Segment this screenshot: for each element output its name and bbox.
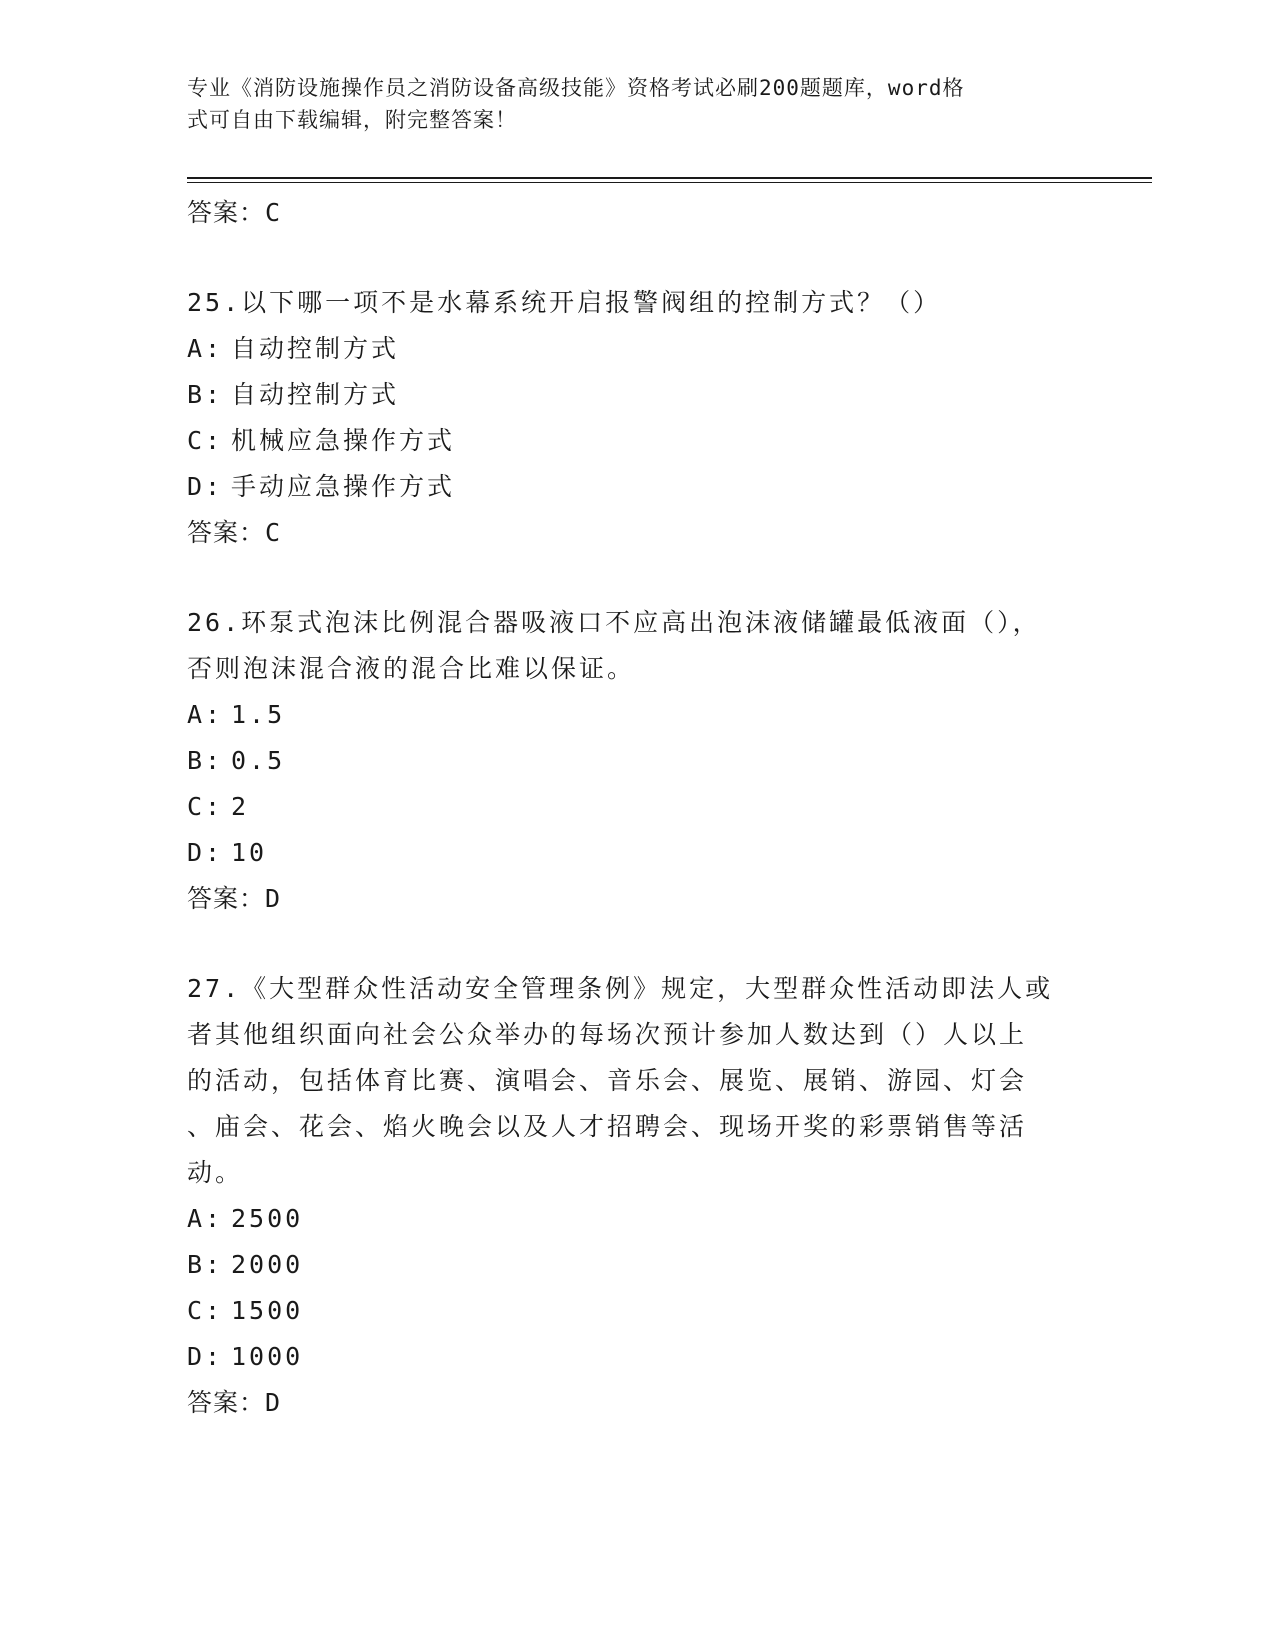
question-stem-line: 的活动，包括体育比赛、演唱会、音乐会、展览、展销、游园、灯会 xyxy=(187,1066,1028,1095)
question-list xyxy=(187,190,1087,1426)
document-header xyxy=(187,72,1067,136)
option-d xyxy=(187,464,1087,510)
option-text: 1.5 xyxy=(231,700,286,729)
answer-line: 答案：D xyxy=(187,884,282,913)
option-key: D: xyxy=(187,838,224,867)
option-text: 自动控制方式 xyxy=(231,334,400,363)
question-27 xyxy=(187,966,1087,1426)
answer-line: 答案：C xyxy=(187,198,282,227)
option-text: 手动应急操作方式 xyxy=(231,472,456,501)
option-key: C: xyxy=(187,1296,224,1325)
question-stem: 25.以下哪一项不是水幕系统开启报警阀组的控制方式？（） xyxy=(187,288,942,317)
question-stem-line: 26.环泵式泡沫比例混合器吸液口不应高出泡沫液储罐最低液面（）， xyxy=(187,608,1041,637)
question-26 xyxy=(187,600,1087,922)
question-stem-line: 者其他组织面向社会公众举办的每场次预计参加人数达到（）人以上 xyxy=(187,1020,1028,1049)
option-text: 机械应急操作方式 xyxy=(231,426,456,455)
option-c xyxy=(187,784,1087,830)
question-stem-line: 动。 xyxy=(187,1158,244,1187)
option-key: B: xyxy=(187,746,224,775)
option-key: C: xyxy=(187,426,224,455)
option-c xyxy=(187,418,1087,464)
option-key: A: xyxy=(187,334,224,363)
option-text: 1000 xyxy=(231,1342,304,1371)
option-b xyxy=(187,1242,1087,1288)
answer-line: 答案：C xyxy=(187,518,282,547)
option-text: 10 xyxy=(231,838,268,867)
header-line-1: 专业《消防设施操作员之消防设备高级技能》资格考试必刷200题题库，word格 xyxy=(187,76,965,100)
option-a xyxy=(187,326,1087,372)
question-stem-line: 否则泡沫混合液的混合比难以保证。 xyxy=(187,654,636,683)
option-d xyxy=(187,830,1087,876)
option-b xyxy=(187,372,1087,418)
option-key: B: xyxy=(187,380,224,409)
option-text: 自动控制方式 xyxy=(231,380,400,409)
header-divider-thin xyxy=(187,182,1152,183)
option-key: D: xyxy=(187,1342,224,1371)
option-a xyxy=(187,1196,1087,1242)
option-d xyxy=(187,1334,1087,1380)
question-stem-line: 27.《大型群众性活动安全管理条例》规定，大型群众性活动即法人或 xyxy=(187,974,1054,1003)
question-25 xyxy=(187,280,1087,556)
question-stem-line: 、庙会、花会、焰火晚会以及人才招聘会、现场开奖的彩票销售等活 xyxy=(187,1112,1028,1141)
answer-line: 答案：D xyxy=(187,1388,282,1417)
header-divider-thick xyxy=(187,177,1152,179)
option-text: 2 xyxy=(231,792,250,821)
option-c xyxy=(187,1288,1087,1334)
option-key: C: xyxy=(187,792,224,821)
option-text: 1500 xyxy=(231,1296,304,1325)
option-text: 0.5 xyxy=(231,746,286,775)
option-key: A: xyxy=(187,700,224,729)
option-key: D: xyxy=(187,472,224,501)
option-key: A: xyxy=(187,1204,224,1233)
option-key: B: xyxy=(187,1250,224,1279)
option-text: 2500 xyxy=(231,1204,304,1233)
header-line-2: 式可自由下载编辑，附完整答案！ xyxy=(187,108,517,132)
option-a xyxy=(187,692,1087,738)
option-text: 2000 xyxy=(231,1250,304,1279)
option-b xyxy=(187,738,1087,784)
